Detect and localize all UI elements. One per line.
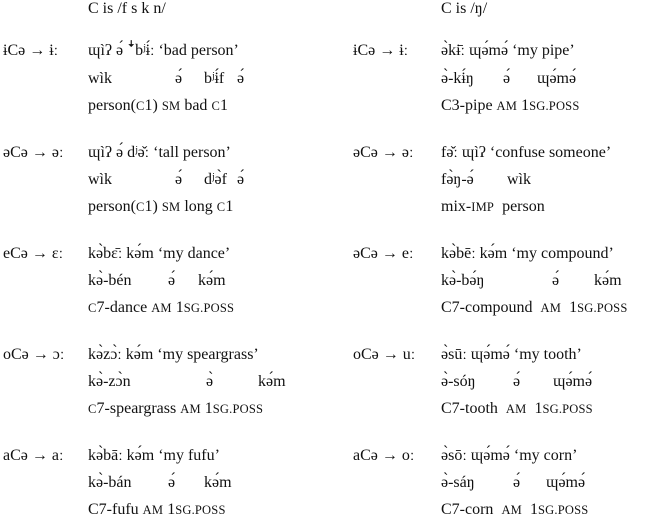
form-right-4-a: ə̀-sóŋ <box>441 373 476 390</box>
form-left-2-d: ə́ <box>237 171 245 188</box>
gloss-right-4: C7-tooth AM 1SG.POSS <box>441 400 593 417</box>
form-left-1-b: ə́ <box>175 70 183 87</box>
rule-left-5: aCə → aː <box>3 447 64 464</box>
form-right-3-c: kə́m <box>594 272 622 289</box>
form-right-3-a: kə̀-bə́ŋ <box>441 272 485 289</box>
rule-right-5: aCə → oː <box>353 447 415 464</box>
form-left-1-a: wìk <box>88 70 112 87</box>
form-right-2-b: wìk <box>507 171 531 188</box>
example-left-1: ɰìʔ ə́ ꜜbʲɨ́ː ‘bad person’ <box>88 42 239 59</box>
example-right-2: fə̌ː ɰìʔ ‘confuse someone’ <box>441 144 612 161</box>
example-right-5: ə̀sōː ɰə́mə́ ‘my corn’ <box>441 447 578 464</box>
form-right-2-a: fə̀ŋ-ə́ <box>441 171 474 188</box>
rule-right-2: əCə → əː <box>353 144 414 161</box>
form-left-4-c: kə́m <box>258 373 286 390</box>
form-left-1-d: ə́ <box>237 70 245 87</box>
form-right-4-c: ɰə́mə́ <box>553 373 593 390</box>
example-right-3: kə̀bēː kə́m ‘my compound’ <box>441 245 614 262</box>
form-left-2-c: dʲə̀f <box>204 171 227 188</box>
gloss-right-3: C7-compound AM 1SG.POSS <box>441 299 628 316</box>
rule-left-4: oCə → ɔː <box>3 346 65 363</box>
form-left-5-b: ə́ <box>168 474 176 491</box>
gloss-left-4: C7-speargrass AM 1SG.POSS <box>88 400 264 417</box>
example-left-3: kə̀bɛ̄ː kə́m ‘my dance’ <box>88 245 231 262</box>
form-right-5-a: ə̀-sáŋ <box>441 474 475 491</box>
rule-right-1: ɨCə → ɨː <box>353 42 409 59</box>
form-left-3-a: kə̀-bén <box>88 272 132 289</box>
header-left: C is /f s k n/ <box>88 0 166 17</box>
form-left-1-c: bʲɨ́f <box>204 70 225 87</box>
form-left-2-b: ə́ <box>175 171 183 188</box>
example-left-2: ɰìʔ ə́ dʲə̌ː ‘tall person’ <box>88 144 231 161</box>
form-left-3-b: ə́ <box>168 272 176 289</box>
example-right-1: ə̀kɨ̄ː ɰə́mə́ ‘my pipe’ <box>441 42 575 59</box>
form-right-1-a: ə̀-kɨ́ŋ <box>441 70 474 87</box>
form-right-1-b: ə́ <box>503 70 511 87</box>
gloss-right-2: mix-IMP person <box>441 198 545 215</box>
form-left-5-a: kə̀-bán <box>88 474 132 491</box>
rule-right-4: oCə → uː <box>353 346 416 363</box>
header-right: C is /ŋ/ <box>441 0 488 17</box>
form-left-4-b: ə̀ <box>206 373 214 390</box>
form-right-1-c: ɰə́mə́ <box>537 70 577 87</box>
example-left-4: kə̀zɔ̀ː kə́m ‘my speargrass’ <box>88 346 259 363</box>
form-left-4-a: kə̀-zɔ̀n <box>88 373 131 390</box>
gloss-right-1: C3-pipe AM 1SG.POSS <box>441 97 580 114</box>
form-right-4-b: ə́ <box>513 373 521 390</box>
gloss-left-3: C7-dance AM 1SG.POSS <box>88 299 235 316</box>
gloss-left-1: person(C1) SM bad C1 <box>88 97 228 114</box>
form-right-5-c: ɰə́mə́ <box>546 474 586 491</box>
example-left-5: kə̀bāː kə́m ‘my fufu’ <box>88 447 220 464</box>
form-right-5-b: ə́ <box>513 474 521 491</box>
rule-left-1: ɨCə → ɨː <box>3 42 59 59</box>
gloss-right-5: C7-corn AM 1SG.POSS <box>441 501 589 518</box>
form-left-3-c: kə́m <box>198 272 226 289</box>
form-right-3-b: ə́ <box>552 272 560 289</box>
form-left-5-c: kə́m <box>204 474 232 491</box>
example-right-4: ə̀sūː ɰə́mə́ ‘my tooth’ <box>441 346 582 363</box>
rule-left-2: əCə → əː <box>3 144 64 161</box>
rule-left-3: eCə → ɛː <box>3 245 64 262</box>
gloss-left-5: C7-fufu AM 1SG.POSS <box>88 501 226 518</box>
form-left-2-a: wìk <box>88 171 112 188</box>
rule-right-3: əCə → eː <box>353 245 414 262</box>
gloss-left-2: person(C1) SM long C1 <box>88 198 234 215</box>
